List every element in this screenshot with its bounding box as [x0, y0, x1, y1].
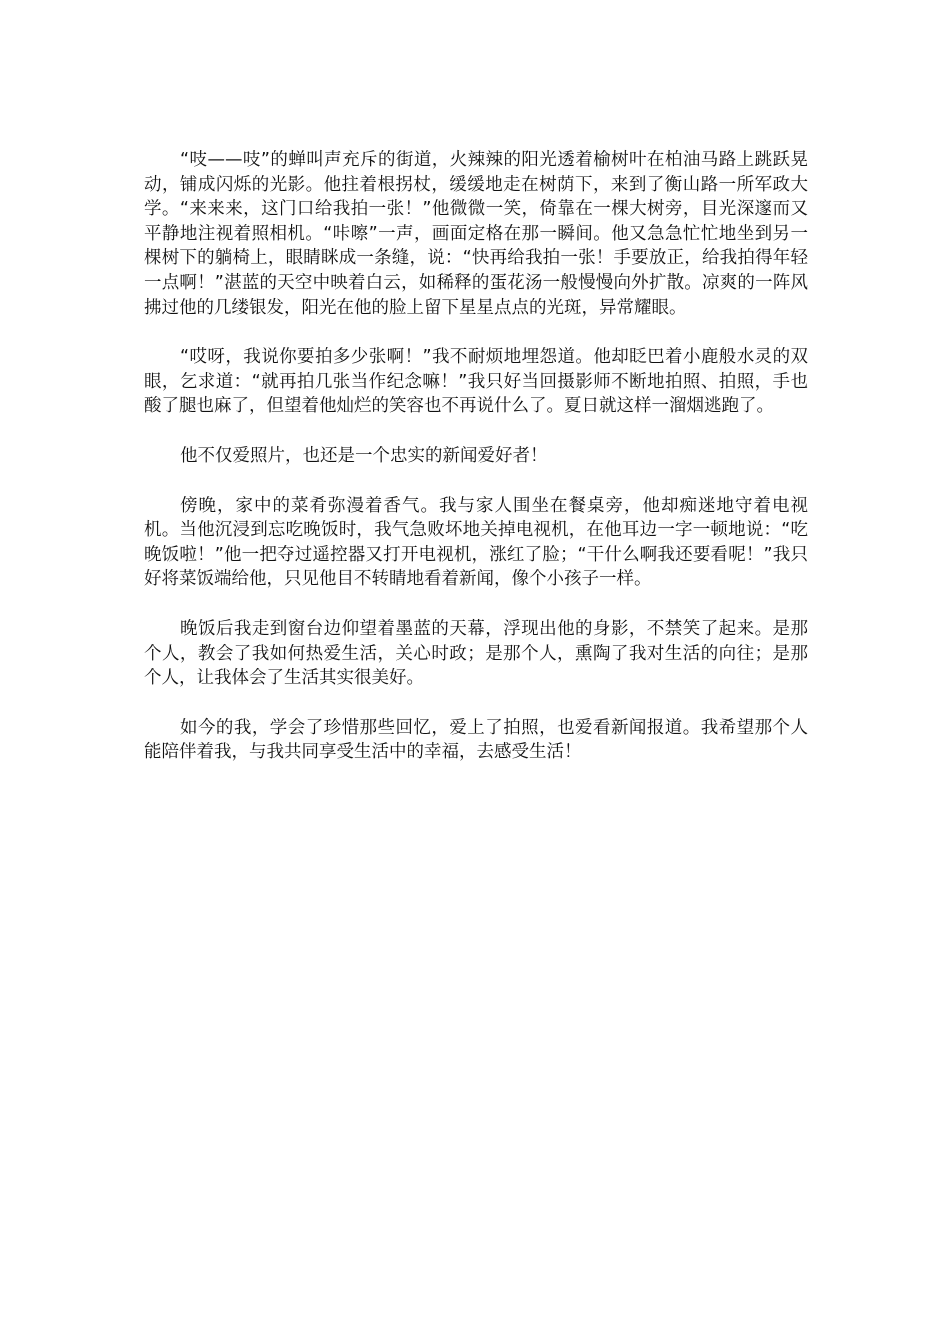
paragraph-2: “哎呀，我说你要拍多少张啊！”我不耐烦地埋怨道。他却眨巴着小鹿般水灵的双眼，乞求道：“就再拍几张当作纪念嘛！”我只好当回摄影师不断地拍照、拍照，手也酸了腿也麻了，但望着他灿烂的笑容也不再说什么了。夏日就这样一溜烟逃跑了。 — [144, 347, 808, 417]
paragraph-6: 如今的我，学会了珍惜那些回忆，爱上了拍照，也爱看新闻报道。我希望那个人能陪伴着我，与我共同享受生活中的幸福，去感受生活！ — [144, 717, 808, 763]
paragraph-4: 傍晚，家中的菜肴弥漫着香气。我与家人围坐在餐桌旁，他却痴迷地守着电视机。当他沉浸到忘吃晚饭时，我气急败坏地关掉电视机，在他耳边一字一顿地说：“吃晚饭啦！”他一把夺过遥控器又打开电视机，涨红了脸；“干什么啊我还要看呢！”我只好将菜饭端给他，只见他目不转睛地看着新闻，像个小孩子一样。 — [144, 495, 808, 590]
document-body — [144, 148, 808, 765]
paragraph-3: 他不仅爱照片，也还是一个忠实的新闻爱好者！ — [180, 445, 548, 466]
paragraph-5: 晚饭后我走到窗台边仰望着墨蓝的天幕，浮现出他的身影，不禁笑了起来。是那个人，教会了我如何热爱生活，关心时政；是那个人，熏陶了我对生活的向往；是那个人，让我体会了生活其实很美好。 — [144, 618, 808, 689]
paragraph-1: “吱——吱”的蝉叫声充斥的街道，火辣辣的阳光透着榆树叶在柏油马路上跳跃晃动，铺成闪烁的光影。他拄着根拐杖，缓缓地走在树荫下，来到了衡山路一所军政大学。“来来来，这门口给我拍一张！”他微微一笑，倚靠在一棵大树旁，目光深邃而又平静地注视着照相机。“咔嚓”一声，画面定格在那一瞬间。他又急急忙忙地坐到另一棵树下的躺椅上，眼睛眯成一条缝，说：“快再给我拍一张！手要放正，给我拍得年轻一点啊！”湛蓝的天空中映着白云，如稀释的蛋花汤一般慢慢向外扩散。凉爽的一阵风拂过他的几缕银发，阳光在他的脸上留下星星点点的光斑，异常耀眼。 — [144, 150, 808, 318]
